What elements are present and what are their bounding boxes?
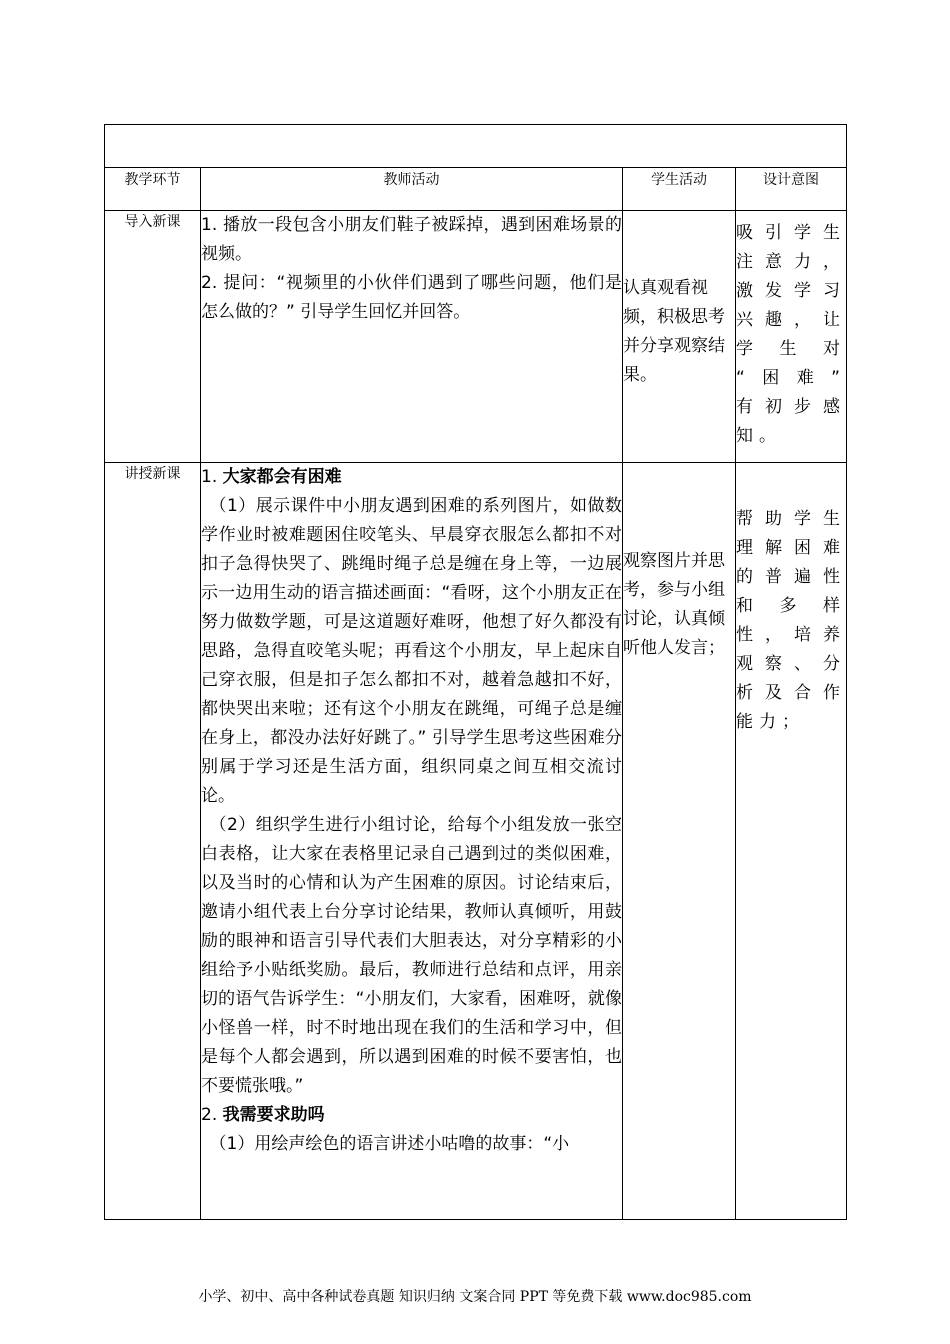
design-intent-intro: 吸引学生注意力，激发学习兴趣，让学生对 “困难” 有初步感知。 — [736, 211, 847, 463]
table-row-intro — [105, 211, 847, 463]
design-intent-new-lesson: 帮助学生理解困难的普遍性和多样性，培养观察、分析及合作能力； — [736, 463, 847, 1220]
section-1-paragraph-1: （1）展示课件中小朋友遇到困难的系列图片，如做数学作业时被难题困住咬笔头、早晨穿衣服怎么都扣不对扣子急得快哭了、跳绳时绳子总是缠在身上等，一边展示一边用生动的语言描述画面：“看呀，这个小朋友正在努力做数学题，可是这道题好难呀，他想了好久都没有思路，急得直咬笔头呢；再看这个小朋友，早上起床自己穿衣服，但是扣子怎么都扣不对，越着急越扣不好，都快哭出来啦；还有这个小朋友在跳绳，可绳子总是缠在身上，都没办法好好跳了。” 引导学生思考这些困难分别属于学习还是生活方面，组织同桌之间互相交流讨论。 — [201, 496, 622, 806]
student-activity-new-lesson: 观察图片并思考，参与小组讨论，认真倾听他人发言； — [623, 463, 736, 1220]
section-2-number: 2. — [201, 1105, 218, 1125]
page-footer: 小学、初中、高中各种试卷真题 知识归纳 文案合同 PPT 等免费下载 www.doc985.com — [198, 1289, 752, 1305]
student-activity-intro: 认真观看视频，积极思考并分享观察结果。 — [623, 211, 736, 463]
section-2-heading — [201, 1101, 622, 1130]
table-title-cell — [105, 125, 847, 168]
section-1-number: 1. — [201, 467, 218, 487]
teacher-activity-intro — [201, 211, 623, 463]
header-design-intent: 设计意图 — [736, 168, 847, 211]
section-2-title: 我需要求助吗 — [222, 1105, 325, 1125]
header-teacher-activity: 教师活动 — [201, 168, 623, 211]
header-stage: 教学环节 — [105, 168, 201, 211]
section-1-title: 大家都会有困难 — [222, 467, 342, 487]
stage-intro: 导入新课 — [105, 211, 201, 463]
section-1-paragraph-2: （2）组织学生进行小组讨论，给每个小组发放一张空白表格，让大家在表格里记录自己遇到过的类似困难，以及当时的心情和认为产生困难的原因。讨论结束后，邀请小组代表上台分享讨论结果，教师认真倾听，用鼓励的眼神和语言引导代表们大胆表达，对分享精彩的小组给予小贴纸奖励。最后，教师进行总结和点评，用亲切的语气告诉学生：“小朋友们，大家看，困难呀，就像小怪兽一样，时不时地出现在我们的生活和学习中，但是每个人都会遇到，所以遇到困难的时候不要害怕，也不要慌张哦。” — [201, 815, 622, 1096]
table-title-row — [105, 125, 847, 168]
table-header-row — [105, 168, 847, 211]
section-1-heading — [201, 463, 622, 492]
table-row-new-lesson — [105, 463, 847, 1220]
teacher-activity-new-lesson — [201, 463, 623, 1220]
stage-new-lesson: 讲授新课 — [105, 463, 201, 1220]
lesson-plan-table — [104, 124, 847, 1220]
header-student-activity: 学生活动 — [623, 168, 736, 211]
intro-step-2: 2. 提问：“视频里的小伙伴们遇到了哪些问题，他们是怎么做的？” 引导学生回忆并回答。 — [201, 273, 622, 322]
intro-step-1: 1. 播放一段包含小朋友们鞋子被踩掉，遇到困难场景的视频。 — [201, 215, 622, 264]
section-2-paragraph-1: （1）用绘声绘色的语言讲述小咕噜的故事：“小 — [209, 1134, 570, 1154]
